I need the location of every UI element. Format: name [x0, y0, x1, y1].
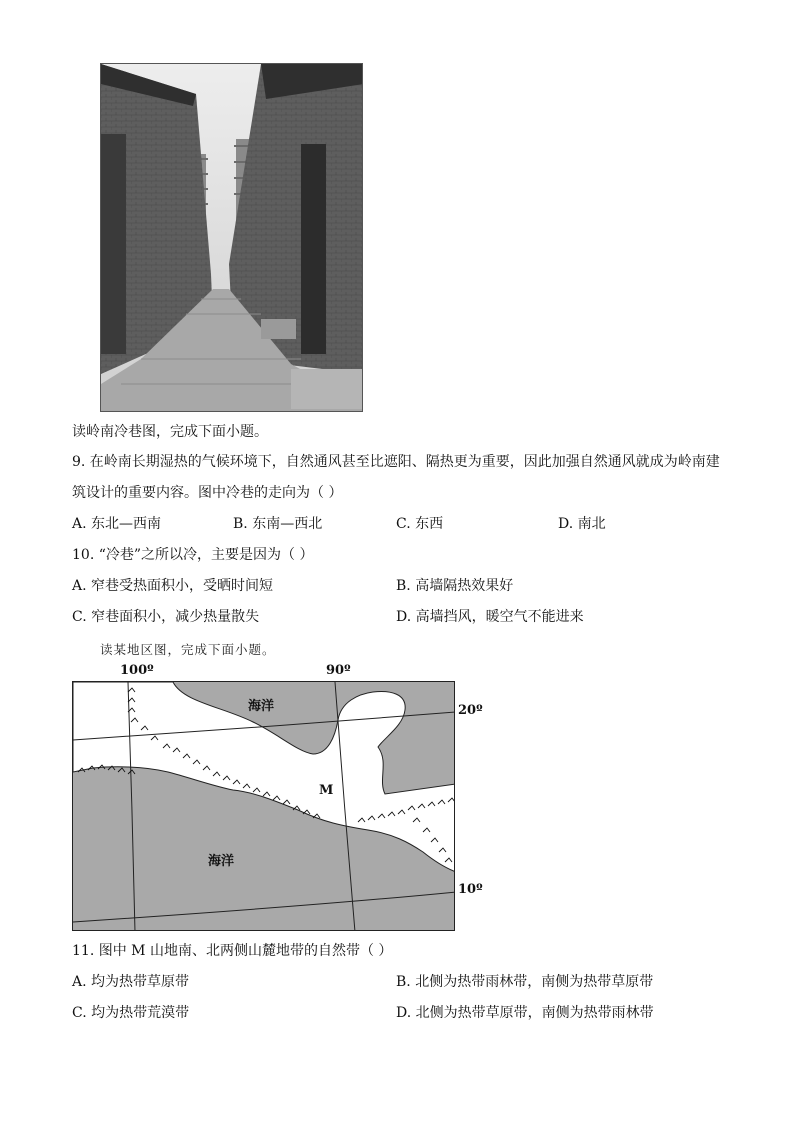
region-map-graphic	[73, 682, 455, 931]
q9-stem-line2: 筑设计的重要内容。图中冷巷的走向为（ ）	[72, 485, 343, 501]
q9-option-d[interactable]: D. 南北	[558, 516, 606, 532]
q11-option-c[interactable]: C. 均为热带荒漠带	[72, 1005, 190, 1021]
q10-stem: 10. “冷巷”之所以冷，主要是因为（ ）	[72, 547, 314, 563]
q10-option-c[interactable]: C. 窄巷面积小，减少热量散失	[72, 609, 260, 625]
cold-alley-illustration	[101, 64, 363, 412]
q9-option-b[interactable]: B. 东南—西北	[233, 516, 323, 532]
mountain-label-m: M	[319, 783, 334, 798]
map-lat-label-bottom: 10º	[458, 882, 483, 897]
q9-option-c[interactable]: C. 东西	[396, 516, 444, 532]
region-map	[72, 681, 455, 931]
q11-option-a[interactable]: A. 均为热带草原带	[72, 974, 190, 990]
intro-text-2: 读某地区图，完成下面小题。	[100, 642, 276, 657]
q10-option-a[interactable]: A. 窄巷受热面积小，受晒时间短	[72, 578, 274, 594]
q10-option-d[interactable]: D. 高墙挡风，暖空气不能进来	[396, 609, 584, 625]
q9-stem-line1: 9. 在岭南长期湿热的气候环境下，自然通风甚至比遮阳、隔热更为重要，因此加强自然通风就成为岭南建	[72, 454, 720, 470]
map-lat-label-top: 20º	[458, 703, 483, 718]
intro-text-1: 读岭南冷巷图，完成下面小题。	[72, 424, 268, 440]
q9-option-a[interactable]: A. 东北—西南	[72, 516, 162, 532]
q11-option-d[interactable]: D. 北侧为热带草原带，南侧为热带雨林带	[396, 1005, 654, 1021]
map-lon-label-left: 100º	[120, 663, 154, 678]
cold-alley-photo	[100, 63, 363, 412]
q10-option-b[interactable]: B. 高墙隔热效果好	[396, 578, 514, 594]
ocean-label-bottom: 海洋	[208, 854, 235, 869]
ocean-label-top: 海洋	[248, 699, 275, 714]
q11-option-b[interactable]: B. 北侧为热带雨林带，南侧为热带草原带	[396, 974, 654, 990]
q11-stem: 11. 图中 M 山地南、北两侧山麓地带的自然带（ ）	[72, 943, 393, 959]
map-lon-label-right: 90º	[326, 663, 351, 678]
